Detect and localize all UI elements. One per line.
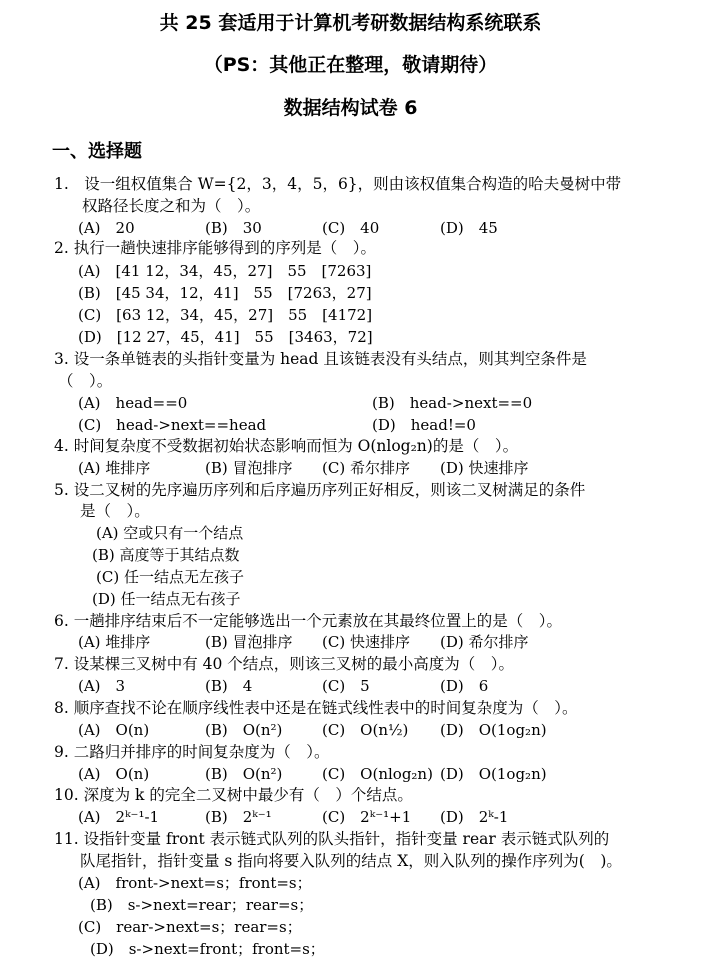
question-5-option-c: (C) 任一结点无左孩子	[96, 568, 244, 586]
page-subtitle: （PS：其他正在整理，敬请期待）	[203, 54, 498, 76]
question-8-text: 8. 顺序查找不论在顺序线性表中还是在链式线性表中的时间复杂度为（ ）。	[54, 699, 578, 717]
question-4-option-a: (A) 堆排序	[78, 459, 151, 477]
question-10-option-b: (B) 2ᵏ⁻¹	[205, 808, 272, 826]
question-9-option-c: (C) O(nlog₂n)	[322, 765, 433, 783]
question-7-text: 7. 设某棵三叉树中有 40 个结点，则该三叉树的最小高度为（ ）。	[54, 655, 515, 673]
question-5-option-b: (B) 高度等于其结点数	[92, 546, 240, 564]
question-3-option-a: (A) head==0	[78, 394, 188, 412]
question-6-option-c: (C) 快速排序	[322, 633, 410, 651]
question-2-option-c: (C) [63 12，34，45，27] 55 [4172]	[78, 306, 373, 324]
question-10-text: 10. 深度为 k 的完全二叉树中最少有（ ）个结点。	[54, 786, 413, 804]
question-9-option-b: (B) O(n²)	[205, 765, 283, 783]
question-11-option-a: (A) front->next=s；front=s；	[78, 874, 312, 892]
question-1-option-b: (B) 30	[205, 219, 262, 237]
question-1-text: 1. 设一组权值集合 W={2，3，4，5，6}，则由该权值集合构造的哈夫曼树中带	[54, 175, 622, 193]
question-7-option-c: (C) 5	[322, 677, 370, 695]
question-4-option-c: (C) 希尔排序	[322, 459, 410, 477]
question-9-option-a: (A) O(n)	[78, 765, 150, 783]
question-10-option-d: (D) 2ᵏ-1	[440, 808, 509, 826]
question-11-option-b: (B) s->next=rear；rear=s；	[90, 896, 314, 914]
question-5-option-a: (A) 空或只有一个结点	[96, 524, 244, 542]
question-7-option-d: (D) 6	[440, 677, 489, 695]
question-9-text: 9. 二路归并排序的时间复杂度为（ ）。	[54, 743, 330, 761]
question-3-text-cont: （ ）。	[58, 372, 113, 390]
question-3-option-c: (C) head->next==head	[78, 416, 267, 434]
question-4-text: 4. 时间复杂度不受数据初始状态影响而恒为 O(nlog₂n)的是（ ）。	[54, 437, 519, 455]
question-1-option-d: (D) 45	[440, 219, 498, 237]
question-7-option-b: (B) 4	[205, 677, 253, 695]
question-5-option-d: (D) 任一结点无右孩子	[92, 590, 241, 608]
exam-title: 数据结构试卷 6	[283, 97, 418, 119]
question-5-text-cont: 是（ ）。	[80, 502, 150, 520]
question-11-option-d: (D) s->next=front；front=s；	[90, 940, 325, 958]
question-8-option-a: (A) O(n)	[78, 721, 150, 739]
question-2-text: 2. 执行一趟快速排序能够得到的序列是（ ）。	[54, 239, 376, 257]
question-8-option-c: (C) O(n½)	[322, 721, 409, 739]
question-9-option-d: (D) O(1og₂n)	[440, 765, 547, 783]
page-title: 共 25 套适用于计算机考研数据结构系统联系	[159, 12, 542, 34]
question-11-text-cont: 队尾指针，指针变量 s 指向将要入队列的结点 X，则入队列的操作序列为( )。	[80, 852, 622, 870]
question-4-option-b: (B) 冒泡排序	[205, 459, 293, 477]
question-2-option-b: (B) [45 34，12，41] 55 [7263，27]	[78, 284, 372, 302]
question-11-text: 11. 设指针变量 front 表示链式队列的队头指针，指针变量 rear 表示链式队列的	[54, 830, 610, 848]
question-3-option-b: (B) head->next==0	[372, 394, 533, 412]
question-10-option-c: (C) 2ᵏ⁻¹+1	[322, 808, 412, 826]
question-3-text: 3. 设一条单链表的头指针变量为 head 且该链表没有头结点，则其判空条件是	[54, 350, 587, 368]
section-heading: 一、选择题	[52, 141, 142, 162]
question-2-option-d: (D) [12 27，45，41] 55 [3463，72]	[78, 328, 373, 346]
question-1-option-a: (A) 20	[78, 219, 135, 237]
question-6-option-d: (D) 希尔排序	[440, 633, 529, 651]
question-4-option-d: (D) 快速排序	[440, 459, 529, 477]
question-10-option-a: (A) 2ᵏ⁻¹-1	[78, 808, 160, 826]
question-2-option-a: (A) [41 12，34，45，27] 55 [7263]	[78, 262, 372, 280]
question-3-option-d: (D) head!=0	[372, 416, 476, 434]
question-8-option-b: (B) O(n²)	[205, 721, 283, 739]
question-6-option-a: (A) 堆排序	[78, 633, 151, 651]
question-11-option-c: (C) rear->next=s；rear=s；	[78, 918, 302, 936]
question-1-option-c: (C) 40	[322, 219, 380, 237]
question-6-text: 6. 一趟排序结束后不一定能够选出一个元素放在其最终位置上的是（ ）。	[54, 612, 562, 630]
question-1-text-cont: 权路径长度之和为（ ）。	[82, 197, 261, 215]
question-8-option-d: (D) O(1og₂n)	[440, 721, 547, 739]
question-6-option-b: (B) 冒泡排序	[205, 633, 293, 651]
question-5-text: 5. 设二叉树的先序遍历序列和后序遍历序列正好相反，则该二叉树满足的条件	[54, 481, 586, 499]
question-7-option-a: (A) 3	[78, 677, 126, 695]
